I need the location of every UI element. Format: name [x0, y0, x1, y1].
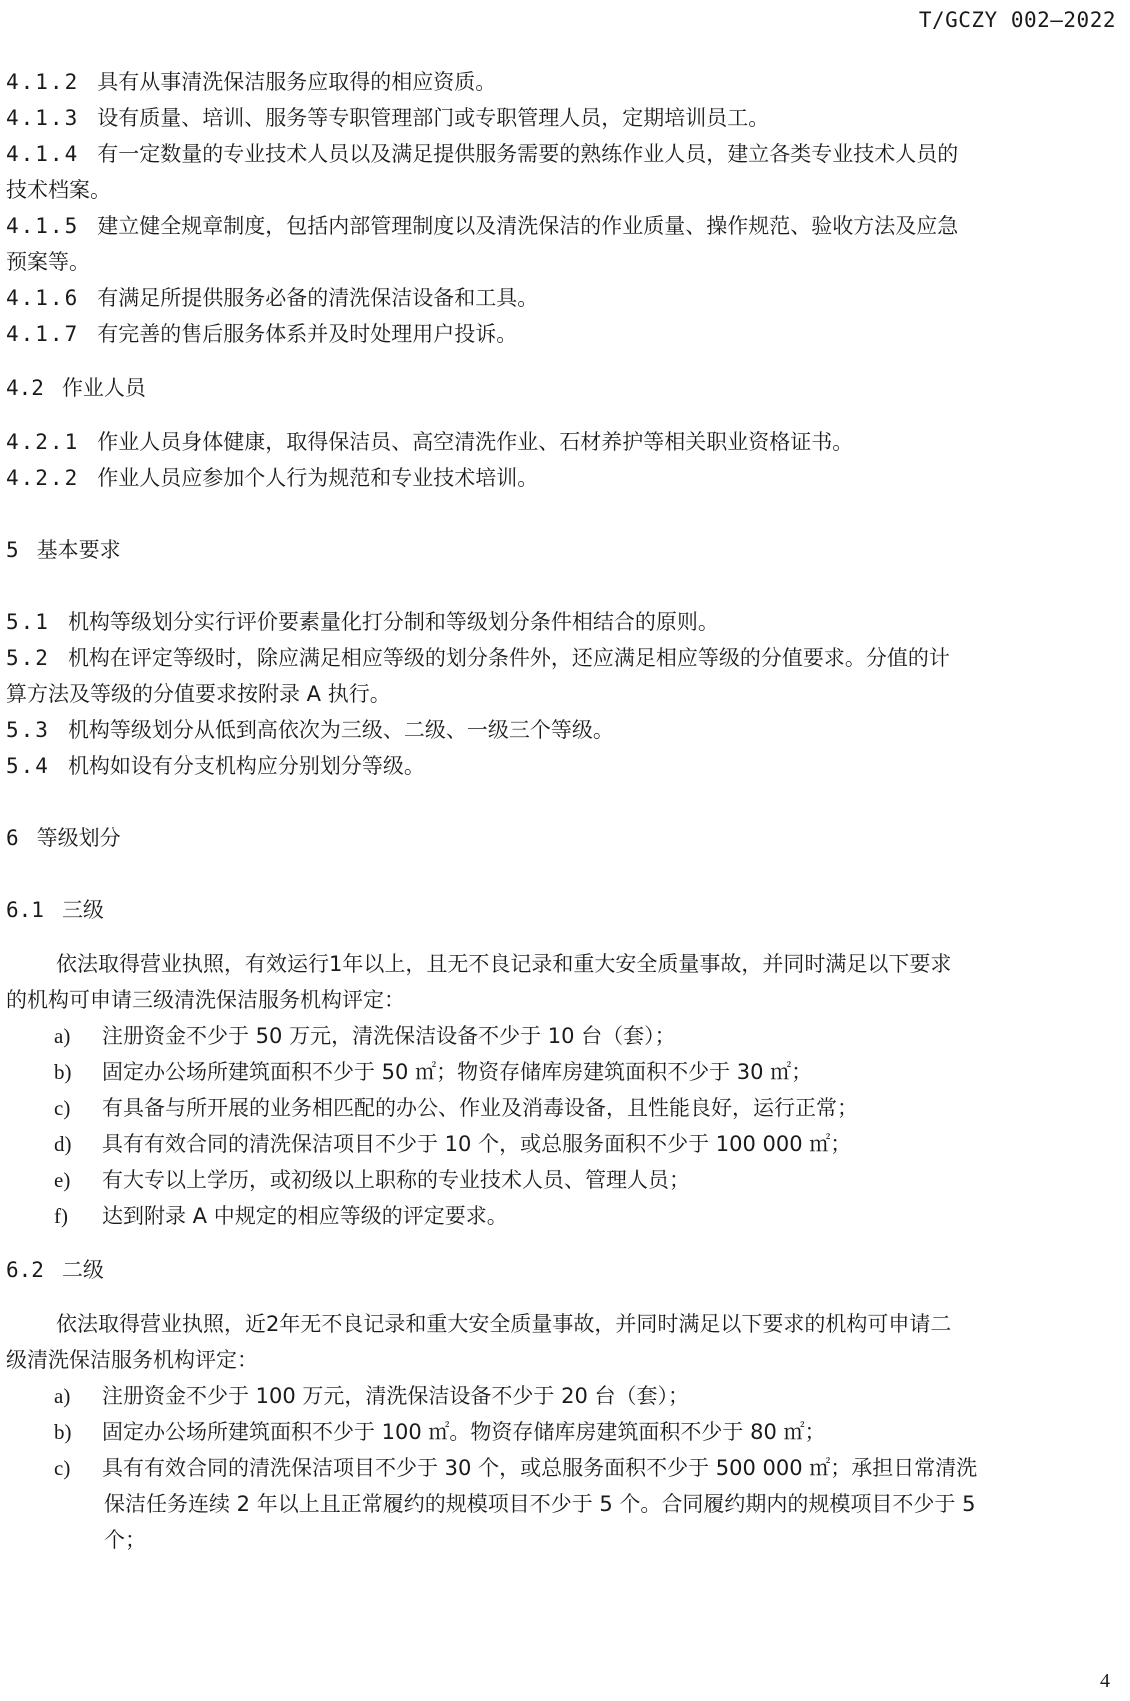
section-title: 基本要求	[36, 538, 121, 562]
clause-number: 4.1.6	[6, 286, 80, 310]
paragraph-6-1-intro-continued: 的机构可申请三级清洗保洁服务机构评定：	[6, 988, 405, 1012]
section-number: 4.2	[6, 376, 44, 400]
clause-number: 4.1.5	[6, 214, 80, 238]
list-item-6-2-b	[6, 1414, 1116, 1450]
list-item-6-2-a	[6, 1378, 1116, 1414]
list-text: 固定办公场所建筑面积不少于 100 ㎡。物资存储库房建筑面积不少于 80 ㎡；	[102, 1420, 826, 1444]
clause-text: 机构等级划分从低到高依次为三级、二级、一级三个等级。	[67, 718, 614, 742]
list-text: 有大专以上学历，或初级以上职称的专业技术人员、管理人员；	[102, 1168, 690, 1192]
list-marker: c)	[54, 1096, 71, 1120]
section-number: 6.1	[6, 898, 44, 922]
paragraph-6-1-intro: 依法取得营业执照，有效运行1年以上，且无不良记录和重大安全质量事故，并同时满足以下要求	[56, 952, 952, 976]
list-item-6-1-d	[6, 1126, 1116, 1162]
clause-number: 4.1.4	[6, 142, 80, 166]
clause-4-1-7	[6, 316, 1116, 352]
section-title: 作业人员	[61, 376, 146, 400]
clause-text: 建立健全规章制度，包括内部管理制度以及清洗保洁的作业质量、操作规范、验收方法及应急	[97, 214, 959, 238]
clause-text: 作业人员应参加个人行为规范和专业技术培训。	[97, 466, 539, 490]
clause-4-1-4-continued: 技术档案。	[6, 178, 111, 202]
clause-number: 4.2.1	[6, 430, 80, 454]
list-text: 有具备与所开展的业务相匹配的办公、作业及消毒设备，且性能良好，运行正常；	[102, 1096, 858, 1120]
clause-4-1-6	[6, 280, 1116, 316]
list-text: 具有有效合同的清洗保洁项目不少于 10 个，或总服务面积不少于 100 000 ㎡；	[102, 1132, 852, 1156]
list-marker: f)	[54, 1204, 68, 1228]
list-marker: d)	[54, 1132, 72, 1156]
clause-text: 机构等级划分实行评价要素量化打分制和等级划分条件相结合的原则。	[67, 610, 719, 634]
list-marker: a)	[54, 1024, 71, 1048]
section-heading-5	[6, 532, 1116, 568]
clause-5-2	[6, 640, 1116, 676]
clause-5-1	[6, 604, 1116, 640]
clause-4-2-1	[6, 424, 1116, 460]
paragraph-6-2-intro: 依法取得营业执照，近2年无不良记录和重大安全质量事故，并同时满足以下要求的机构可申请二	[56, 1312, 952, 1336]
clause-number: 5.3	[6, 718, 50, 742]
list-text: 固定办公场所建筑面积不少于 50 ㎡；物资存储库房建筑面积不少于 30 ㎡；	[102, 1060, 813, 1084]
list-text: 达到附录 A 中规定的相应等级的评定要求。	[102, 1204, 508, 1228]
section-title: 二级	[61, 1258, 104, 1282]
clause-4-1-5	[6, 208, 1116, 244]
section-number: 6.2	[6, 1258, 44, 1282]
clause-text: 有一定数量的专业技术人员以及满足提供服务需要的熟练作业人员，建立各类专业技术人员的	[97, 142, 959, 166]
clause-text: 具有从事清洗保洁服务应取得的相应资质。	[97, 70, 497, 94]
list-item-6-1-a	[6, 1018, 1116, 1054]
list-item-6-1-f	[6, 1198, 1116, 1234]
clause-text: 有满足所提供服务必备的清洗保洁设备和工具。	[97, 286, 539, 310]
page-number: 4	[1100, 1670, 1110, 1692]
list-marker: c)	[54, 1456, 71, 1480]
list-item-6-1-e	[6, 1162, 1116, 1198]
list-marker: a)	[54, 1384, 71, 1408]
document-code: T/GCZY 002—2022	[918, 8, 1116, 32]
list-item-6-2-c-continued-2: 个；	[104, 1528, 146, 1552]
clause-text: 作业人员身体健康，取得保洁员、高空清洗作业、石材养护等相关职业资格证书。	[97, 430, 854, 454]
section-heading-4-2	[6, 370, 1116, 406]
clause-5-2-continued: 算方法及等级的分值要求按附录 A 执行。	[6, 682, 391, 706]
section-number: 6	[6, 826, 19, 850]
clause-number: 5.2	[6, 646, 50, 670]
section-title: 三级	[61, 898, 104, 922]
section-title: 等级划分	[36, 826, 121, 850]
clause-4-1-2	[6, 64, 1116, 100]
clause-text: 有完善的售后服务体系并及时处理用户投诉。	[97, 322, 518, 346]
list-marker: b)	[54, 1060, 72, 1084]
clause-4-1-4	[6, 136, 1116, 172]
list-item-6-1-c	[6, 1090, 1116, 1126]
list-text: 具有有效合同的清洗保洁项目不少于 30 个，或总服务面积不少于 500 000 ㎡；承担日常清洗	[102, 1456, 978, 1480]
list-item-6-1-b	[6, 1054, 1116, 1090]
clause-number: 4.1.2	[6, 70, 80, 94]
clause-number: 4.1.3	[6, 106, 80, 130]
section-heading-6	[6, 820, 1116, 856]
list-item-6-2-c-continued: 保洁任务连续 2 年以上且正常履约的规模项目不少于 5 个。合同履约期内的规模项目不少于 5	[104, 1492, 976, 1516]
clause-text: 机构如设有分支机构应分别划分等级。	[67, 754, 425, 778]
paragraph-6-2-intro-continued: 级清洗保洁服务机构评定：	[6, 1348, 258, 1372]
clause-4-1-5-continued: 预案等。	[6, 250, 90, 274]
clause-number: 5.4	[6, 754, 50, 778]
clause-number: 4.1.7	[6, 322, 80, 346]
list-item-6-2-c	[6, 1450, 1116, 1486]
clause-number: 4.2.2	[6, 466, 80, 490]
clause-5-3	[6, 712, 1116, 748]
clause-4-2-2	[6, 460, 1116, 496]
section-heading-6-2	[6, 1252, 1116, 1288]
clause-4-1-3	[6, 100, 1116, 136]
document-body	[6, 64, 1116, 1558]
clause-text: 机构在评定等级时，除应满足相应等级的划分条件外，还应满足相应等级的分值要求。分值的计	[67, 646, 950, 670]
list-marker: e)	[54, 1168, 71, 1192]
clause-number: 5.1	[6, 610, 50, 634]
clause-text: 设有质量、培训、服务等专职管理部门或专职管理人员，定期培训员工。	[97, 106, 770, 130]
section-number: 5	[6, 538, 19, 562]
list-text: 注册资金不少于 50 万元，清洗保洁设备不少于 10 台（套）；	[102, 1024, 676, 1048]
list-text: 注册资金不少于 100 万元，清洗保洁设备不少于 20 台（套）；	[102, 1384, 690, 1408]
list-marker: b)	[54, 1420, 72, 1444]
clause-5-4	[6, 748, 1116, 784]
section-heading-6-1	[6, 892, 1116, 928]
